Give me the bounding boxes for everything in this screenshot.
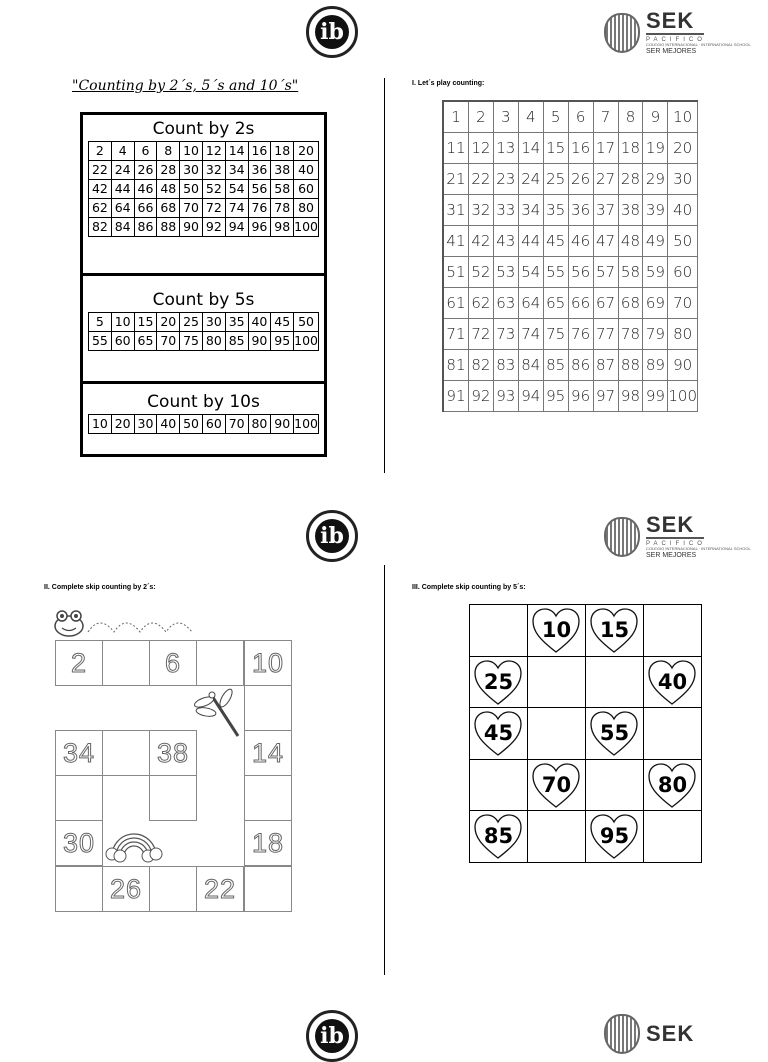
count-by-2s-cell: 24	[112, 161, 135, 180]
count-by-2s-cell: 66	[135, 199, 158, 218]
hundred-chart-cell: 20	[668, 133, 698, 164]
hundred-chart-cell: 38	[619, 195, 644, 226]
heart-number: 80	[657, 772, 688, 797]
count-by-2s-cell: 26	[135, 161, 158, 180]
hundred-chart-cell: 42	[469, 226, 494, 257]
hundred-chart-cell: 41	[444, 226, 469, 257]
hundred-chart-cell: 73	[494, 319, 519, 350]
count-by-2s-grid	[88, 141, 319, 237]
hundred-chart-cell: 17	[594, 133, 619, 164]
hundred-chart-cell: 100	[668, 381, 698, 412]
maze-cell-30: 30	[55, 820, 103, 866]
hundred-chart-cell: 55	[544, 257, 569, 288]
count-by-5s-cell: 30	[203, 313, 226, 332]
empty-answer-cell[interactable]	[586, 760, 644, 812]
hundred-chart-cell: 34	[519, 195, 544, 226]
ib-logo-letter: ib	[315, 15, 349, 49]
hundred-chart-cell: 57	[594, 257, 619, 288]
count-by-5s-cell: 20	[157, 313, 180, 332]
count-by-2s-cell: 22	[89, 161, 112, 180]
count-by-5s-cell: 100	[294, 332, 319, 351]
hundred-chart-cell: 99	[643, 381, 668, 412]
sek-title-middle: SEK	[646, 512, 695, 537]
frog-icon	[52, 608, 86, 638]
count-by-2s-section	[83, 115, 324, 276]
hundred-chart-cell: 47	[594, 226, 619, 257]
count-by-2s-cell: 76	[249, 199, 272, 218]
heart-cell	[528, 605, 586, 657]
hundred-chart-cell: 88	[619, 350, 644, 381]
count-by-2s-cell: 44	[112, 180, 135, 199]
count-by-5s-cell: 75	[180, 332, 203, 351]
hundred-chart-cell: 80	[668, 319, 698, 350]
empty-answer-cell[interactable]	[470, 605, 528, 657]
hundred-chart-cell: 77	[594, 319, 619, 350]
hundred-chart-cell: 75	[544, 319, 569, 350]
hundred-chart-cell: 60	[668, 257, 698, 288]
hundred-chart-cell: 18	[619, 133, 644, 164]
hundred-chart-cell: 12	[469, 133, 494, 164]
count-by-5s-cell: 35	[226, 313, 249, 332]
count-by-2s-cell: 2	[89, 142, 112, 161]
count-by-2s-cell: 4	[112, 142, 135, 161]
hundred-chart-cell: 40	[668, 195, 698, 226]
hundred-chart-cell: 1	[444, 102, 469, 133]
heart-cell	[528, 760, 586, 812]
maze-cell-26: 26	[102, 866, 150, 912]
count-by-2s-cell: 80	[294, 199, 319, 218]
hundred-chart-cell: 79	[643, 319, 668, 350]
hundred-chart-cell: 78	[619, 319, 644, 350]
count-by-5s-cell: 25	[180, 313, 203, 332]
count-by-5s-cell: 40	[249, 313, 272, 332]
hundred-chart-cell: 94	[519, 381, 544, 412]
hundred-chart-cell: 9	[643, 102, 668, 133]
count-by-2s-cell: 62	[89, 199, 112, 218]
hundred-chart	[442, 100, 698, 412]
count-by-2s-cell: 84	[112, 218, 135, 237]
count-by-5s-cell: 90	[249, 332, 272, 351]
count-by-2s-cell: 96	[249, 218, 272, 237]
hundred-chart-cell: 31	[444, 195, 469, 226]
maze-cell-14: 14	[244, 730, 292, 776]
empty-answer-cell[interactable]	[528, 811, 586, 863]
hundred-chart-cell: 54	[519, 257, 544, 288]
ib-logo-letter-bottom: ib	[315, 1019, 349, 1053]
count-by-2s-cell: 8	[157, 142, 180, 161]
hundred-chart-cell: 46	[569, 226, 594, 257]
sek-motto: SER MEJORES	[646, 48, 697, 55]
hundred-chart-cell: 86	[569, 350, 594, 381]
maze-cell-empty[interactable]	[244, 775, 292, 821]
hundred-chart-cell: 64	[519, 288, 544, 319]
hundred-chart-cell: 67	[594, 288, 619, 319]
sek-sub: PACIFICO	[646, 37, 706, 43]
hundred-chart-cell: 76	[569, 319, 594, 350]
hundred-chart-cell: 48	[619, 226, 644, 257]
count-by-2s-cell: 90	[180, 218, 203, 237]
count-box	[80, 112, 327, 457]
hundred-chart-cell: 59	[643, 257, 668, 288]
hundred-chart-cell: 25	[544, 164, 569, 195]
empty-answer-cell[interactable]	[644, 708, 702, 760]
sek-sub-middle: PACIFICO	[646, 541, 706, 547]
sek-logo-middle	[604, 514, 751, 559]
maze-cell-empty[interactable]	[149, 866, 197, 912]
hundred-chart-cell: 66	[569, 288, 594, 319]
hundred-chart-cell: 11	[444, 133, 469, 164]
hundred-chart-cell: 45	[544, 226, 569, 257]
hundred-chart-cell: 95	[544, 381, 569, 412]
hundred-chart-cell: 91	[444, 381, 469, 412]
count-by-2s-cell: 14	[226, 142, 249, 161]
count-by-10s-cell: 90	[271, 415, 294, 434]
count-by-10s-cell: 70	[226, 415, 249, 434]
count-by-2s-cell: 56	[249, 180, 272, 199]
count-by-5s-cell: 70	[157, 332, 180, 351]
heart-cell	[644, 760, 702, 812]
hundred-chart-cell: 14	[519, 133, 544, 164]
count-by-2s-cell: 82	[89, 218, 112, 237]
maze-cell-empty[interactable]	[55, 866, 103, 912]
count-by-2s-cell: 88	[157, 218, 180, 237]
maze-cell-empty[interactable]	[55, 775, 103, 821]
sek-logo-bottom	[604, 1014, 694, 1054]
hundred-chart-cell: 7	[594, 102, 619, 133]
count-by-2s-cell: 58	[271, 180, 294, 199]
count-by-5s-cell: 55	[89, 332, 112, 351]
hundred-chart-cell: 51	[444, 257, 469, 288]
hundred-chart-cell: 15	[544, 133, 569, 164]
count-by-2s-cell: 86	[135, 218, 158, 237]
heart-number: 45	[483, 721, 514, 746]
heart-cell	[586, 605, 644, 657]
count-by-5s-cell: 80	[203, 332, 226, 351]
hundred-chart-cell: 43	[494, 226, 519, 257]
hundred-chart-cell: 53	[494, 257, 519, 288]
count-by-2s-title: Count by 2s	[152, 119, 255, 139]
hundred-chart-cell: 19	[643, 133, 668, 164]
hundred-chart-cell: 22	[469, 164, 494, 195]
heart-number: 55	[599, 721, 630, 746]
hundred-chart-cell: 23	[494, 164, 519, 195]
ib-logo-middle	[306, 510, 358, 562]
heart-number: 25	[483, 669, 514, 694]
count-by-2s-cell: 50	[180, 180, 203, 199]
empty-answer-cell[interactable]	[644, 605, 702, 657]
hundred-chart-cell: 90	[668, 350, 698, 381]
maze-cell-empty[interactable]	[149, 775, 197, 821]
hundred-chart-cell: 72	[469, 319, 494, 350]
heart-number: 10	[541, 618, 572, 643]
count-by-2s-cell: 92	[203, 218, 226, 237]
hundred-chart-cell: 87	[594, 350, 619, 381]
sek-title: SEK	[646, 8, 695, 33]
hundred-chart-cell: 84	[519, 350, 544, 381]
heart-cell	[644, 657, 702, 709]
maze-cell-10: 10	[244, 640, 292, 686]
worksheet-title: "Counting by 2´s, 5´s and 10´s"	[72, 78, 299, 94]
count-by-2s-cell: 40	[294, 161, 319, 180]
count-by-10s-cell: 10	[89, 415, 112, 434]
heart-cell	[470, 811, 528, 863]
count-by-2s-cell: 32	[203, 161, 226, 180]
hundred-chart-cell: 96	[569, 381, 594, 412]
hundred-chart-cell: 70	[668, 288, 698, 319]
hundred-chart-cell: 68	[619, 288, 644, 319]
count-by-10s-title: Count by 10s	[147, 392, 260, 412]
hundred-chart-cell: 4	[519, 102, 544, 133]
hundred-chart-cell: 89	[643, 350, 668, 381]
sek-tiny-middle: COLEGIO INTERNACIONAL · INTERNATIONAL SCHOOL	[646, 546, 751, 551]
hundred-chart-cell: 69	[643, 288, 668, 319]
hundred-chart-cell: 24	[519, 164, 544, 195]
count-by-2s-cell: 74	[226, 199, 249, 218]
count-by-5s-cell: 95	[271, 332, 294, 351]
count-by-5s-grid	[88, 312, 319, 351]
heart-number: 15	[599, 618, 630, 643]
divider-bottom	[384, 565, 385, 975]
maze-cell-18: 18	[244, 820, 292, 866]
count-by-2s-cell: 70	[180, 199, 203, 218]
count-by-2s-cell: 38	[271, 161, 294, 180]
hundred-chart-cell: 32	[469, 195, 494, 226]
count-by-10s-cell: 80	[249, 415, 272, 434]
maze-cell-empty[interactable]	[244, 685, 292, 731]
hundred-chart-cell: 36	[569, 195, 594, 226]
hundred-chart-cell: 35	[544, 195, 569, 226]
section-2-heading: II. Complete skip counting by 2´s:	[44, 584, 156, 591]
maze-cell-22: 22	[196, 866, 244, 912]
count-by-10s-cell: 50	[180, 415, 203, 434]
hundred-chart-cell: 63	[494, 288, 519, 319]
maze-cell-empty[interactable]	[196, 640, 244, 686]
heart-number: 40	[657, 669, 688, 694]
hundred-chart-cell: 83	[494, 350, 519, 381]
count-by-5s-cell: 65	[135, 332, 158, 351]
hundred-chart-cell: 6	[569, 102, 594, 133]
count-by-5s-section	[83, 276, 324, 384]
hundred-chart-cell: 5	[544, 102, 569, 133]
hundred-chart-cell: 50	[668, 226, 698, 257]
count-by-2s-cell: 28	[157, 161, 180, 180]
heart-cell	[586, 811, 644, 863]
hundred-chart-cell: 92	[469, 381, 494, 412]
hundred-chart-cell: 8	[619, 102, 644, 133]
count-by-2s-cell: 20	[294, 142, 319, 161]
count-by-5s-cell: 50	[294, 313, 319, 332]
count-by-2s-cell: 78	[271, 199, 294, 218]
empty-answer-cell[interactable]	[470, 760, 528, 812]
maze-cell-empty[interactable]	[102, 730, 150, 776]
sek-crest-icon	[604, 13, 640, 53]
count-by-5s-title: Count by 5s	[152, 290, 255, 310]
count-by-2s-cell: 60	[294, 180, 319, 199]
jump-arcs	[86, 612, 206, 634]
divider-top	[384, 78, 385, 473]
count-by-10s-cell: 100	[294, 415, 319, 434]
count-by-2s-cell: 12	[203, 142, 226, 161]
hundred-chart-cell: 56	[569, 257, 594, 288]
count-by-5s-cell: 60	[112, 332, 135, 351]
hundred-chart-cell: 16	[569, 133, 594, 164]
ib-logo-bottom	[306, 1010, 358, 1062]
count-by-2s-cell: 94	[226, 218, 249, 237]
hundred-chart-cell: 52	[469, 257, 494, 288]
count-by-5s-cell: 45	[271, 313, 294, 332]
empty-answer-cell[interactable]	[528, 708, 586, 760]
section-3-heading: III. Complete skip counting by 5´s:	[412, 584, 526, 591]
hundred-chart-cell: 10	[668, 102, 698, 133]
count-by-2s-cell: 36	[249, 161, 272, 180]
count-by-2s-cell: 16	[249, 142, 272, 161]
hundred-chart-cell: 33	[494, 195, 519, 226]
heart-number: 95	[599, 824, 630, 849]
ib-logo-top	[306, 6, 358, 58]
count-by-10s-cell: 40	[157, 415, 180, 434]
hundred-chart-cell: 26	[569, 164, 594, 195]
count-by-10s-cell: 30	[135, 415, 158, 434]
count-by-2s-cell: 54	[226, 180, 249, 199]
hundred-chart-cell: 74	[519, 319, 544, 350]
hundred-chart-cell: 61	[444, 288, 469, 319]
count-by-5s-cell: 15	[135, 313, 158, 332]
heart-cell	[586, 708, 644, 760]
count-by-10s-cell: 20	[112, 415, 135, 434]
heart-grid	[469, 604, 702, 863]
count-by-2s-cell: 46	[135, 180, 158, 199]
empty-answer-cell[interactable]	[528, 657, 586, 709]
count-by-2s-cell: 100	[294, 218, 319, 237]
hundred-chart-cell: 30	[668, 164, 698, 195]
sek-crest-icon-middle	[604, 517, 640, 557]
hundred-chart-cell: 29	[643, 164, 668, 195]
count-by-5s-cell: 5	[89, 313, 112, 332]
dragonfly-icon	[194, 688, 244, 740]
count-by-2s-cell: 18	[271, 142, 294, 161]
maze-cell-empty[interactable]	[102, 640, 150, 686]
hundred-chart-cell: 39	[643, 195, 668, 226]
heart-number: 70	[541, 772, 572, 797]
hundred-chart-cell: 3	[494, 102, 519, 133]
count-by-2s-cell: 10	[180, 142, 203, 161]
count-by-10s-grid	[88, 414, 319, 434]
count-by-2s-cell: 30	[180, 161, 203, 180]
hundred-chart-cell: 28	[619, 164, 644, 195]
hundred-chart-cell: 65	[544, 288, 569, 319]
maze-cell-2: 2	[55, 640, 103, 686]
sek-motto-middle: SER MEJORES	[646, 552, 697, 559]
hundred-chart-cell: 21	[444, 164, 469, 195]
hundred-chart-cell: 97	[594, 381, 619, 412]
hundred-chart-cell: 93	[494, 381, 519, 412]
maze-cell-empty[interactable]	[244, 866, 292, 912]
hundred-chart-cell: 27	[594, 164, 619, 195]
maze-cell-38: 38	[149, 730, 197, 776]
sek-logo-top	[604, 10, 751, 55]
hundred-chart-cell: 62	[469, 288, 494, 319]
hundred-chart-cell: 98	[619, 381, 644, 412]
rainbow-icon	[104, 818, 164, 864]
ib-logo-letter-middle: ib	[315, 519, 349, 553]
count-by-10s-cell: 60	[203, 415, 226, 434]
hundred-chart-cell: 82	[469, 350, 494, 381]
count-by-2s-cell: 98	[271, 218, 294, 237]
empty-answer-cell[interactable]	[644, 811, 702, 863]
hundred-chart-cell: 71	[444, 319, 469, 350]
count-by-2s-cell: 52	[203, 180, 226, 199]
hundred-chart-cell: 58	[619, 257, 644, 288]
heart-cell	[470, 657, 528, 709]
count-by-2s-cell: 34	[226, 161, 249, 180]
hundred-chart-cell: 37	[594, 195, 619, 226]
count-by-5s-cell: 10	[112, 313, 135, 332]
hundred-chart-cell: 44	[519, 226, 544, 257]
count-by-10s-section	[83, 384, 324, 434]
sek-title-bottom: SEK	[646, 1021, 695, 1046]
sek-tiny: COLEGIO INTERNACIONAL · INTERNATIONAL SCHOOL	[646, 42, 751, 47]
hundred-chart-cell: 2	[469, 102, 494, 133]
count-by-2s-cell: 68	[157, 199, 180, 218]
heart-cell	[470, 708, 528, 760]
count-by-5s-cell: 85	[226, 332, 249, 351]
heart-number: 85	[483, 824, 514, 849]
empty-answer-cell[interactable]	[586, 657, 644, 709]
hundred-chart-cell: 85	[544, 350, 569, 381]
section-1-heading: I. Let´s play counting:	[412, 80, 485, 87]
hundred-chart-cell: 81	[444, 350, 469, 381]
maze-cell-34: 34	[55, 730, 103, 776]
count-by-2s-cell: 64	[112, 199, 135, 218]
count-by-2s-cell: 48	[157, 180, 180, 199]
hundred-chart-cell: 49	[643, 226, 668, 257]
hundred-chart-cell: 13	[494, 133, 519, 164]
sek-crest-icon-bottom	[604, 1014, 640, 1054]
maze-cell-6: 6	[149, 640, 197, 686]
count-by-2s-cell: 42	[89, 180, 112, 199]
count-by-2s-cell: 6	[135, 142, 158, 161]
count-by-2s-cell: 72	[203, 199, 226, 218]
